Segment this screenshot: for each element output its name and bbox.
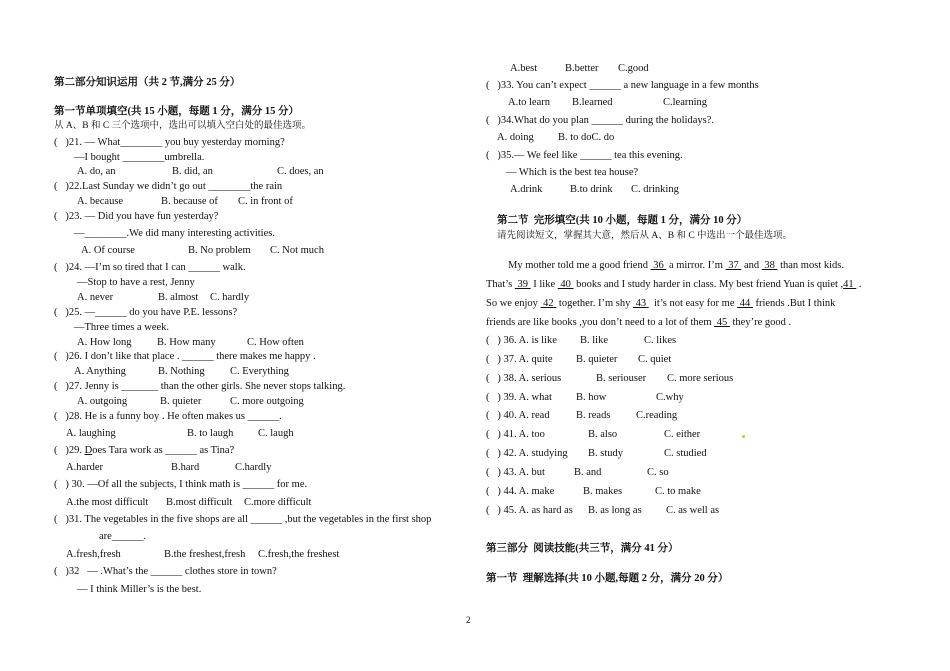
q34-option-bc: B. to doC. do bbox=[558, 132, 615, 143]
q21-option-c: C. does, an bbox=[277, 166, 324, 177]
cloze-line-4: friends are like books ,you don’t need to a lot of them 45 they’re good . bbox=[486, 317, 792, 328]
cloze-45-b: B. as long as bbox=[588, 505, 642, 516]
part2-title: 第二部分知识运用（共 2 节,满分 25 分） bbox=[54, 77, 241, 88]
cloze-42: ( ) 42. A. studying bbox=[486, 448, 568, 459]
q33-option-b: B.learned bbox=[572, 97, 613, 108]
cloze-43-c: C. so bbox=[647, 467, 669, 478]
q25-option-c: C. How often bbox=[247, 337, 304, 348]
cloze-36-c: C. likes bbox=[644, 335, 677, 346]
cloze-line-3: So we enjoy 42 together. I’m shy 43 it’s not easy for me 44 friends .But I think bbox=[486, 298, 836, 309]
q28-option-a: A. laughing bbox=[66, 428, 116, 439]
q23-option-c: C. Not much bbox=[270, 245, 324, 256]
question-32-line2: — I think Miller’s is the best. bbox=[77, 584, 202, 595]
question-23-line2: —________.We did many interesting activities. bbox=[74, 228, 275, 239]
question-31: ( )31. The vegetables in the five shops are all ______ ,but the vegetables in the first shop bbox=[54, 514, 432, 525]
page-number: 2 bbox=[466, 615, 471, 625]
cloze-43-b: B. and bbox=[574, 467, 602, 478]
cloze-44-b: B. makes bbox=[583, 486, 623, 497]
cloze-line-1: My mother told me a good friend 36 a mirror. I’m 37 and 38 than most kids. bbox=[508, 260, 844, 271]
q22-option-a: A. because bbox=[77, 196, 124, 207]
cloze-40-b: B. reads bbox=[576, 410, 611, 421]
question-22: ( )22.Last Sunday we didn’t go out ________the rain bbox=[54, 181, 283, 192]
cloze-38: ( ) 38. A. serious bbox=[486, 373, 562, 384]
q28-option-c: C. laugh bbox=[258, 428, 294, 439]
cloze-40-c: C.reading bbox=[636, 410, 678, 421]
q29-option-a: A.harder bbox=[66, 462, 104, 473]
question-35-line2: — Which is the best tea house? bbox=[506, 167, 639, 178]
q27-option-a: A. outgoing bbox=[77, 396, 128, 407]
cloze-39: ( ) 39. A. what bbox=[486, 392, 552, 403]
q22-option-c: C. in front of bbox=[238, 196, 293, 207]
question-31-line2: are______. bbox=[99, 531, 146, 542]
q35-option-b: B.to drink bbox=[570, 184, 613, 195]
section2-title: 第二节 完形填空(共 10 小题，每题 1 分，满分 10 分） bbox=[497, 215, 748, 226]
q31-option-a: A.fresh,fresh bbox=[66, 549, 121, 560]
cloze-line-2: That’s 39 I like 40 books and I study harder in class. My best friend Yuan is quiet ,41 . bbox=[486, 279, 862, 290]
question-21-line2: —I bought ________umbrella. bbox=[74, 152, 205, 163]
cloze-41-b: B. also bbox=[588, 429, 618, 440]
cloze-45-c: C. as well as bbox=[666, 505, 720, 516]
question-33: ( )33. You can’t expect ______ a new language in a few months bbox=[486, 80, 759, 91]
section1-instructions: 从 A、B 和 C 三个选项中，选出可以填入空白处的最佳选项。 bbox=[54, 121, 312, 131]
question-21: ( )21. — What________ you buy yesterday morning? bbox=[54, 137, 285, 148]
question-32: ( )32 — .What’s the ______ clothes store in town? bbox=[54, 566, 277, 577]
cloze-39-c: C.why bbox=[656, 392, 684, 403]
q24-option-b: B. almost bbox=[158, 292, 199, 303]
q23-option-a: A. Of course bbox=[81, 245, 135, 256]
question-27: ( )27. Jenny is _______ than the other girls. She never stops talking. bbox=[54, 381, 346, 392]
question-24-line2: —Stop to have a rest, Jenny bbox=[77, 277, 195, 288]
section3-title: 第一节 理解选择(共 10 小题,每题 2 分，满分 20 分） bbox=[486, 573, 729, 584]
cloze-37-b: B. quieter bbox=[576, 354, 618, 365]
q30-option-a: A.the most difficult bbox=[66, 497, 149, 508]
section2-instructions: 请先阅读短文，掌握其大意，然后从 A、B 和 C 中选出一个最佳选项。 bbox=[497, 231, 793, 241]
q27-option-c: C. more outgoing bbox=[230, 396, 304, 407]
q22-option-b: B. because of bbox=[161, 196, 218, 207]
cloze-38-b: B. seriouser bbox=[596, 373, 647, 384]
question-25: ( )25. —______ do you have P.E. lessons? bbox=[54, 307, 238, 318]
question-28: ( )28. He is a funny boy . He often makes us ______. bbox=[54, 411, 282, 422]
cloze-45: ( ) 45. A. as hard as bbox=[486, 505, 573, 516]
cloze-37: ( ) 37. A. quite bbox=[486, 354, 553, 365]
question-29: ( )29. Does Tara work as ______ as Tina? bbox=[54, 445, 235, 456]
q31-option-b: B.the freshest,fresh bbox=[164, 549, 246, 560]
part3-title: 第三部分 阅读技能(共三节，满分 41 分） bbox=[486, 543, 679, 554]
section1-title: 第一节单项填空(共 15 小题，每题 1 分，满分 15 分） bbox=[54, 106, 299, 117]
cloze-39-b: B. how bbox=[576, 392, 607, 403]
cloze-44: ( ) 44. A. make bbox=[486, 486, 555, 497]
question-26: ( )26. I don’t like that place . ______ there makes me happy . bbox=[54, 351, 316, 362]
q27-option-b: B. quieter bbox=[160, 396, 202, 407]
q30-option-c: C.more difficult bbox=[244, 497, 312, 508]
question-24: ( )24. —I’m so tired that I can ______ walk. bbox=[54, 262, 246, 273]
q35-option-a: A.drink bbox=[510, 184, 543, 195]
question-30: ( ) 30. —Of all the subjects, I think math is ______ for me. bbox=[54, 479, 308, 490]
cloze-40: ( ) 40. A. read bbox=[486, 410, 550, 421]
q33-option-c: C.learning bbox=[663, 97, 708, 108]
q34-option-a: A. doing bbox=[497, 132, 534, 143]
cloze-42-c: C. studied bbox=[664, 448, 707, 459]
q31-option-c: C.fresh,the freshest bbox=[258, 549, 340, 560]
q32-option-b: B.better bbox=[565, 63, 599, 74]
q21-option-a: A. do, an bbox=[77, 166, 116, 177]
cloze-41-c: C. either bbox=[664, 429, 701, 440]
question-35: ( )35.— We feel like ______ tea this evening. bbox=[486, 150, 683, 161]
q29-option-b: B.hard bbox=[171, 462, 200, 473]
cloze-36: ( ) 36. A. is like bbox=[486, 335, 557, 346]
cloze-42-b: B. study bbox=[588, 448, 624, 459]
cloze-38-c: C. more serious bbox=[667, 373, 734, 384]
q32-option-a: A.best bbox=[510, 63, 538, 74]
q35-option-c: C. drinking bbox=[631, 184, 679, 195]
q26-option-c: C. Everything bbox=[230, 366, 289, 377]
stray-dot bbox=[742, 435, 745, 438]
q30-option-b: B.most difficult bbox=[166, 497, 233, 508]
q29-option-c: C.hardly bbox=[235, 462, 272, 473]
q28-option-b: B. to laugh bbox=[187, 428, 234, 439]
q21-option-b: B. did, an bbox=[172, 166, 213, 177]
cloze-41: ( ) 41. A. too bbox=[486, 429, 545, 440]
q25-option-b: B. How many bbox=[157, 337, 216, 348]
question-34: ( )34.What do you plan ______ during the holidays?. bbox=[486, 115, 715, 126]
question-23: ( )23. — Did you have fun yesterday? bbox=[54, 211, 219, 222]
cloze-43: ( ) 43. A. but bbox=[486, 467, 545, 478]
q24-option-c: C. hardly bbox=[210, 292, 250, 303]
q32-option-c: C.good bbox=[618, 63, 649, 74]
question-25-line2: —Three times a week. bbox=[74, 322, 170, 333]
q25-option-a: A. How long bbox=[77, 337, 132, 348]
cloze-44-c: C. to make bbox=[655, 486, 701, 497]
q23-option-b: B. No problem bbox=[188, 245, 251, 256]
q33-option-a: A.to learn bbox=[508, 97, 550, 108]
q26-option-b: B. Nothing bbox=[158, 366, 205, 377]
cloze-37-c: C. quiet bbox=[638, 354, 672, 365]
q26-option-a: A. Anything bbox=[74, 366, 126, 377]
cloze-36-b: B. like bbox=[580, 335, 608, 346]
q24-option-a: A. never bbox=[77, 292, 114, 303]
